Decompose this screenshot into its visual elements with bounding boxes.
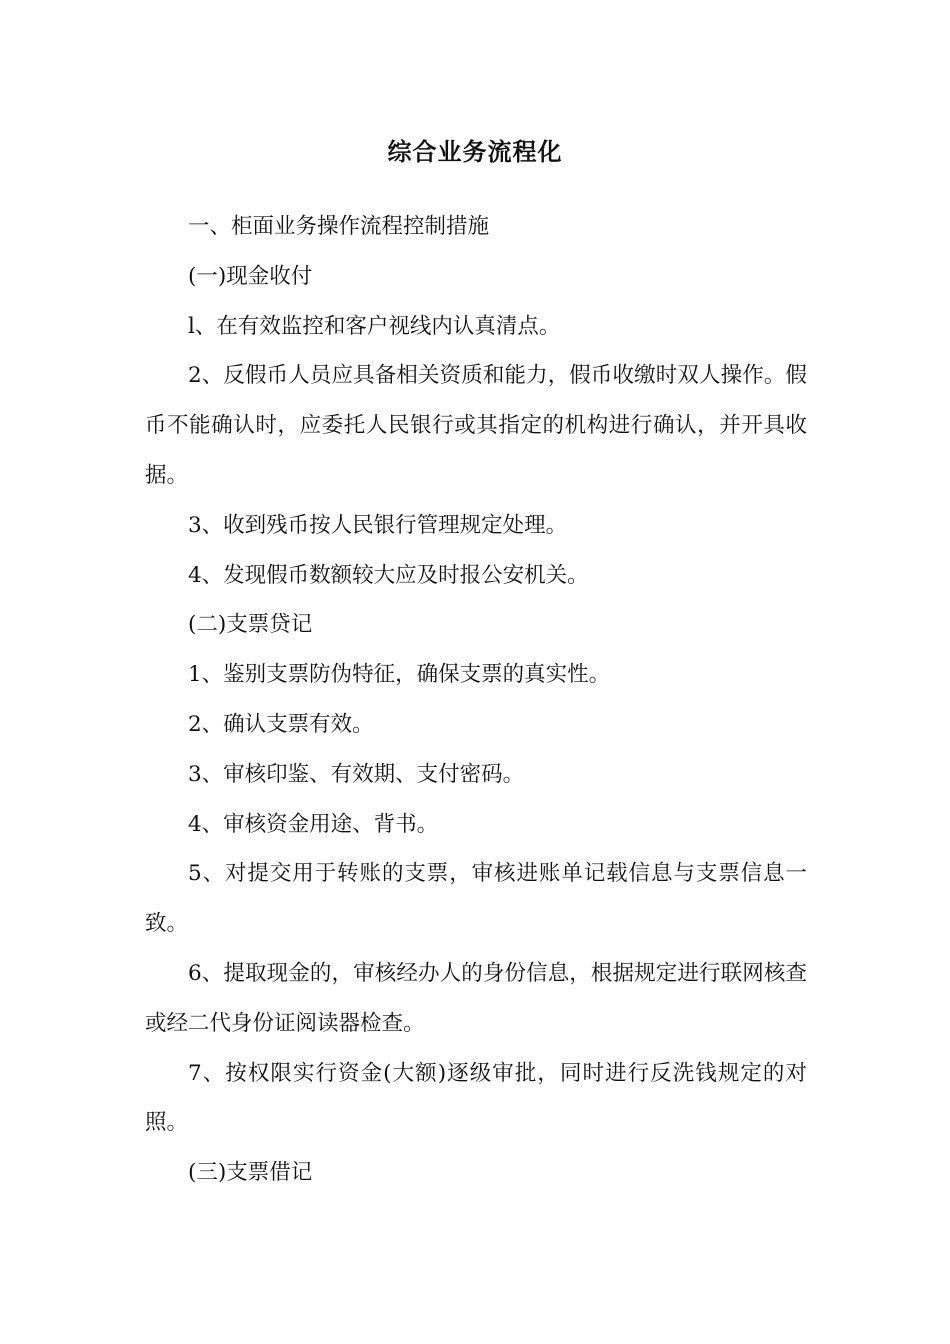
paragraph: 4、审核资金用途、背书。 [188,811,439,837]
subsection-heading: (二)支票贷记 [188,612,313,638]
subsection-heading: (一)现金收付 [188,263,313,289]
subsection-heading: (三)支票借记 [188,1160,313,1186]
paragraph: 6、提取现金的，审核经办人的身份信息，根据规定进行联网核查或经二代身份证阅读器检查。 [145,960,807,1036]
paragraph: 7、按权限实行资金(大额)逐级审批，同时进行反洗钱规定的对照。 [145,1060,807,1136]
document-body [145,202,807,1198]
paragraph: 1、鉴别支票防伪特征，确保支票的真实性。 [188,662,611,688]
paragraph: 2、反假币人员应具备相关资质和能力，假币收缴时双人操作。假币不能确认时，应委托人民银行或其指定的机构进行确认，并开具收据。 [145,363,807,488]
paragraph: 3、收到残币按人民银行管理规定处理。 [188,512,568,538]
paragraph: 3、审核印鉴、有效期、支付密码。 [188,761,525,787]
section-heading: 一、柜面业务操作流程控制措施 [188,214,490,239]
paragraph: 2、确认支票有效。 [188,711,374,737]
paragraph: 5、对提交用于转账的支票，审核进账单记载信息与支票信息一致。 [145,861,807,937]
paragraph: l、在有效监控和客户视线内认真清点。 [188,313,561,339]
paragraph: 4、发现假币数额较大应及时报公安机关。 [188,562,589,588]
document-title: 综合业务流程化 [387,137,563,166]
